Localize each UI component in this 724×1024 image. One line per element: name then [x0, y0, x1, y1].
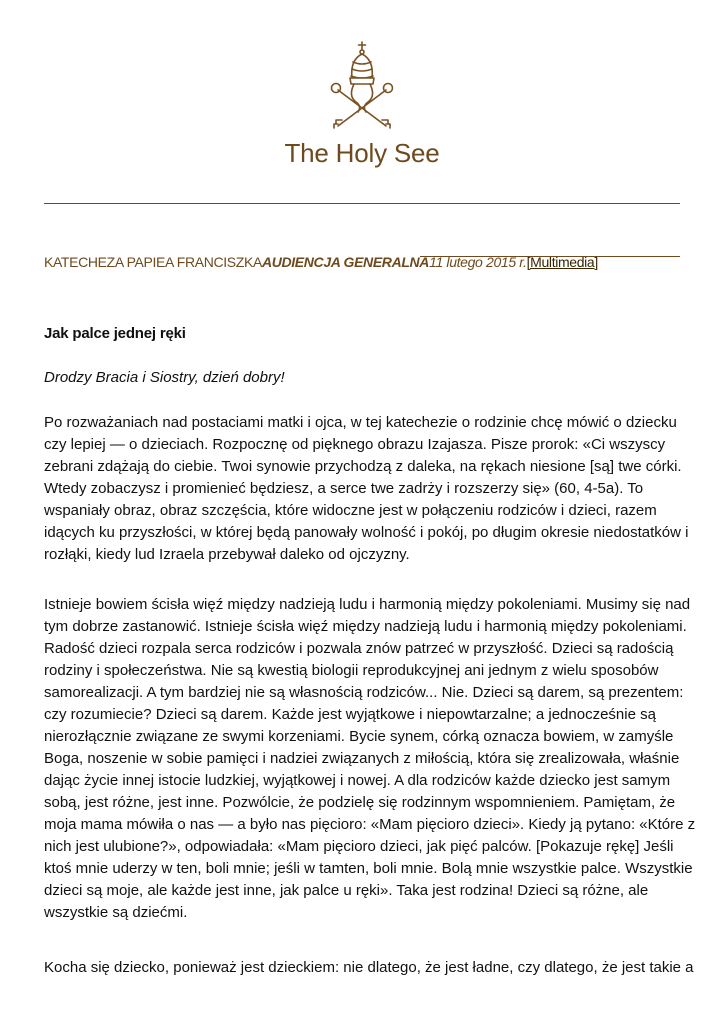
text-line: Po rozważaniach nad postaciami matki i ojca, w tej katechezie o rodzinie chcę mówić o dziecku — [44, 414, 677, 431]
text-line: nierozłącznie związane ze swymi korzeniami. Bycie synem, córką oznacza bowiem, w zamyśle — [44, 728, 674, 745]
multimedia-link[interactable]: [Multimedia] — [526, 254, 598, 270]
text-line: wszystkie są dziećmi. — [44, 904, 188, 921]
text-line: sobą, jest różne, jest inne. Pozwólcie, że podzielę się rodzinnym wspomnieniem. Pamiętam, że — [44, 794, 676, 811]
text-line: tym dobrze zastanowić. Istnieje ścisła więź między nadzieją ludu i harmonią między pokoleniami. — [44, 618, 687, 635]
kicker-audience: AUDIENCJA GENERALNA — [261, 254, 430, 270]
kicker-date: 11 lutego 2015 r. — [429, 254, 527, 270]
greeting: Drodzy Bracia i Siostry, dzień dobry! — [44, 369, 285, 386]
papal-crest-icon — [322, 40, 402, 132]
text-line: nich jest ulubione?», odpowiadała: «Mam pięcioro dzieci, jak pięć palców. [Pokazuje rękę] Jeśli — [44, 838, 674, 855]
header-divider — [44, 203, 680, 204]
text-line: ktoś mnie uderzy w ten, boli mnie; jeśli w tamten, boli mnie. Bolą mnie wszystkie palce. Wszystkie — [44, 860, 693, 877]
text-line: czy lepiej — o dzieciach. Rozpocznę od pięknego obrazu Izajasza. Pisze prorok: «Ci wszyscy — [44, 436, 666, 453]
text-line: samorealizacji. A tym bardziej nie są własnością rodziców... Nie. Dzieci są darem, są prezentem: — [44, 684, 684, 701]
text-line: moja mama mówiła o nas — a było nas pięcioro: «Mam pięcioro dzieci». Kiedy ją pytano: «Które z — [44, 816, 696, 833]
text-line: Radość dzieci rozpala serca rodziców i pozwala znów patrzeć w przyszłość. Dzieci są radością — [44, 640, 674, 657]
kicker-prefix: KATECHEZA PAPIEA FRANCISZKA — [44, 254, 262, 270]
site-title[interactable]: The Holy See — [284, 138, 440, 168]
paragraph-1 — [44, 412, 689, 566]
text-line: rodziny i społeczeństwa. Nie są kwestią biologii reprodukcyjnej ani jednym z wielu sposobów — [44, 662, 659, 679]
text-line: zebrani zdążają do ciebie. Twoi synowie przychodzą z daleka, na rękach niesione [są] twe córki. — [44, 458, 682, 475]
text-line: Istnieje bowiem ścisła więź między nadzieją ludu i harmonią między pokoleniami. Musimy się nad — [44, 596, 691, 613]
paragraph-3 — [44, 957, 694, 979]
text-line: wspaniały obraz, obraz szczęścia, które widoczne jest w połączeniu rodziców i dzieci, razem — [44, 502, 657, 519]
text-line: Wtedy zobaczysz i promienieć będziesz, a serce twe zadrży i rozszerzy się» (60, 4-5a). To — [44, 480, 644, 497]
text-line: Kocha się dziecko, ponieważ jest dzieckiem: nie dlatego, że jest ładne, czy dlatego, że jest takie a — [44, 959, 694, 976]
text-line: rozłąki, kiedy lud Izraela przebywał daleko od ojczyzny. — [44, 546, 410, 563]
text-line: Boga, noszenie w sobie pamięci i nadziei związanych z miłością, która się zrealizowała, właśnie — [44, 750, 680, 767]
text-line: idących ku przyszłości, w której będą panowały wolność i pokój, po długim okresie niedostatków i — [44, 524, 689, 541]
text-line: dzieci są moje, ale każde jest inne, jak palce u ręki». Taka jest rodzina! Dzieci są różne, ale — [44, 882, 649, 899]
article-title: Jak palce jednej ręki — [44, 325, 186, 342]
paragraph-2 — [44, 594, 696, 924]
text-line: dając życie innej istocie ludzkiej, wyjątkowej i nowej. A dla rodziców każde dziecko jest samym — [44, 772, 671, 789]
kicker-rule — [420, 256, 680, 257]
text-line: czy rozumiecie? Dzieci są darem. Każde jest wyjątkowe i niepowtarzalne; a jednocześnie są — [44, 706, 656, 723]
